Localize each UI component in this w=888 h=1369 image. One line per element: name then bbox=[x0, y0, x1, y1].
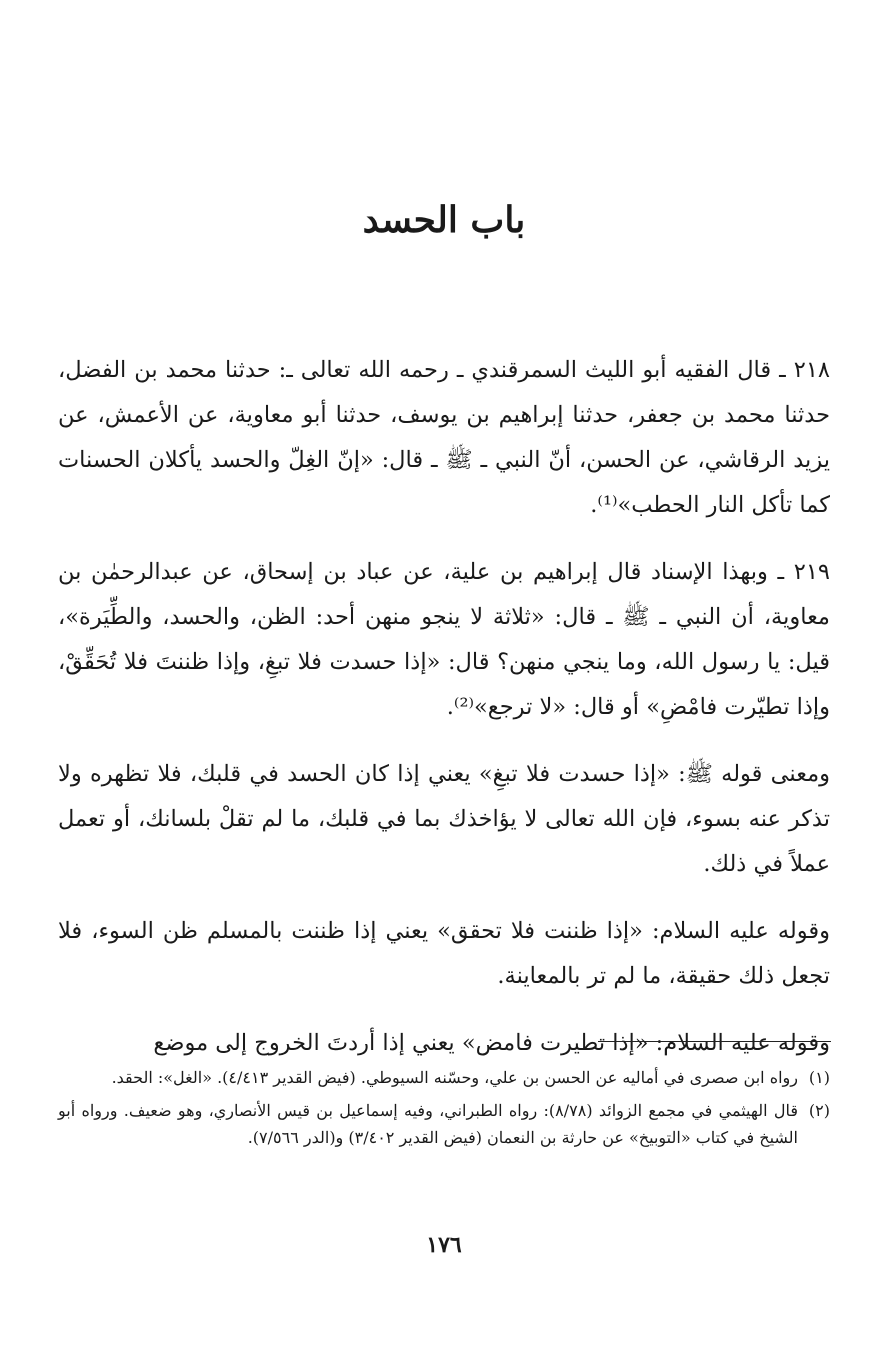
footnote-text: قال الهيثمي في مجمع الزوائد (٨/٧٨): رواه الطبراني، وفيه إسماعيل بن قيس الأنصاري، وهو ضعيف. ورواه أبو الشيخ في كتاب «التوبيخ» عن حارثة بن النعمان (فيض القدير ٣/٤٠٢) و(الدر ٧/٥٦٦). bbox=[58, 1101, 799, 1147]
footnote-1 bbox=[58, 1064, 830, 1091]
footnote-divider bbox=[598, 1041, 831, 1042]
paragraph-hadith-218: ٢١٨ ـ قال الفقيه أبو الليث السمرقندي ـ رحمه الله تعالى ـ: حدثنا محمد بن الفضل، حدثنا محمد بن جعفر، حدثنا إبراهيم بن يوسف، حدثنا أبو معاوية، عن الأعمش، عن يزيد الرقاشي، عن الحسن، أنّ النبي ـ ﷺ ـ قال: «إنّ الغِلّ والحسد يأكلان الحسنات كما تأكل النار الحطب»⁽¹⁾. bbox=[58, 357, 830, 518]
main-text bbox=[58, 348, 830, 1088]
footnote-2 bbox=[58, 1097, 830, 1151]
page-number: ١٧٦ bbox=[426, 1232, 462, 1258]
footnotes-section bbox=[58, 1064, 830, 1157]
chapter-title: باب الحسد bbox=[362, 199, 526, 241]
footnote-number: (٢) bbox=[808, 1101, 830, 1120]
paragraph-explanation-suspicion: وقوله عليه السلام: «إذا ظننت فلا تحقق» يعني إذا ظننت بالمسلم ظن السوء، فلا تجعل ذلك حقيقة، ما لم تر بالمعاينة. bbox=[58, 918, 830, 989]
footnote-text: رواه ابن صصرى في أماليه عن الحسن بن علي، وحسّنه السيوطي. (فيض القدير ٤/٤١٣). «الغل»: الحقد. bbox=[111, 1068, 798, 1087]
paragraph-explanation-envy: ومعنى قوله ﷺ: «إذا حسدت فلا تبغِ» يعني إذا كان الحسد في قلبك، فلا تظهره ولا تذكر عنه بسوء، فإن الله تعالى لا يؤاخذك بما في قلبك، ما لم تقلْ بلسانك، أو تعمل عملاً في ذلك. bbox=[58, 761, 830, 877]
footnote-number: (١) bbox=[808, 1068, 830, 1087]
paragraph-hadith-219: ٢١٩ ـ وبهذا الإسناد قال إبراهيم بن علية، عن عباد بن إسحاق، عن عبدالرحمٰن بن معاوية، أن النبي ـ ﷺ ـ قال: «ثلاثة لا ينجو منهن أحد: الظن، والحسد، والطِّيَرة»، قيل: يا رسول الله، وما ينجي منهن؟ قال: «إذا حسدت فلا تبغِ، وإذا ظننتَ فلا تُحَقِّقْ، وإذا تطيّرت فامْضِ» أو قال: «لا ترجع»⁽²⁾. bbox=[58, 559, 830, 720]
paragraph-explanation-omen: وقوله عليه السلام: «إذا تطيرت فامض» يعني إذا أردتَ الخروج إلى موضع bbox=[153, 1030, 830, 1056]
